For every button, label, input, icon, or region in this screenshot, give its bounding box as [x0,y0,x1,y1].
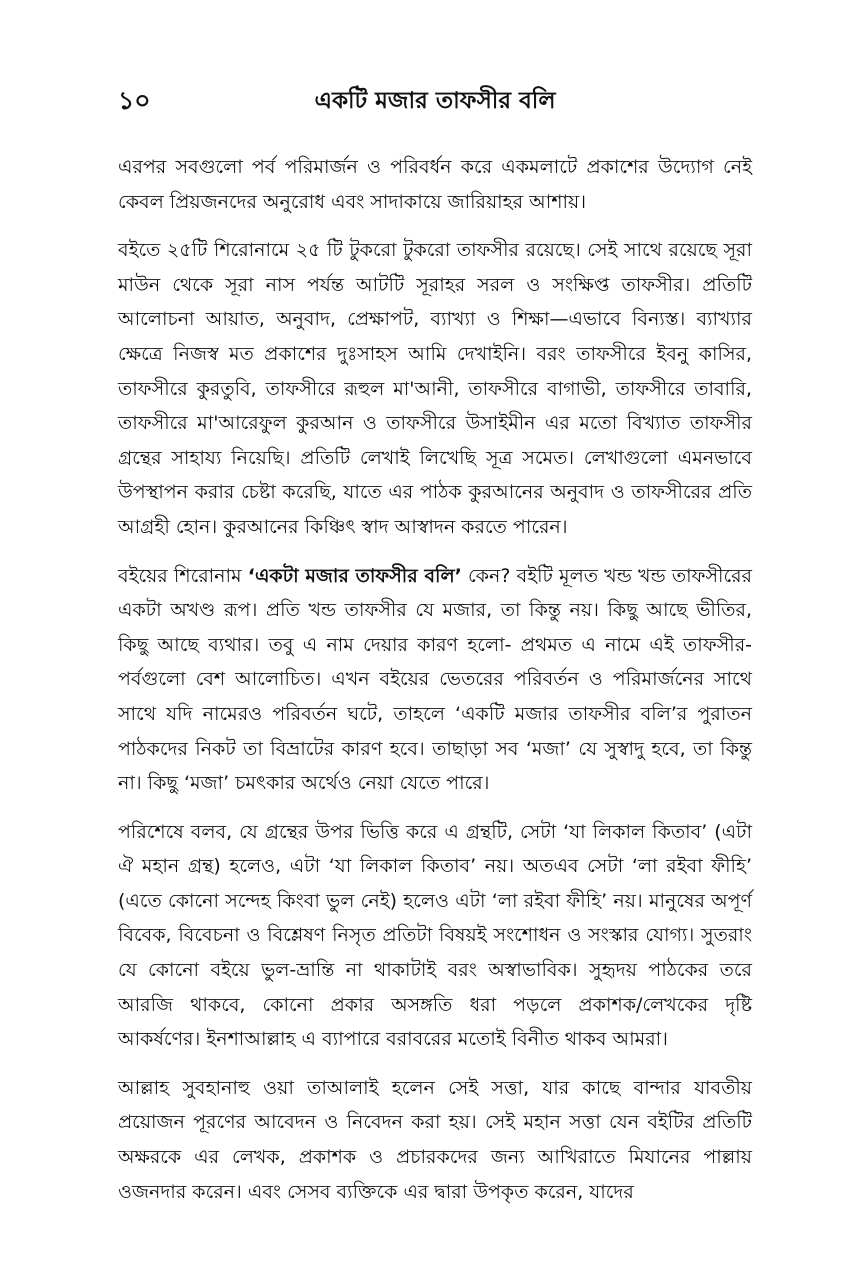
paragraph-3-lead: বইয়ের শিরোনাম [118,564,248,587]
paragraph-2: বইতে ২৫টি শিরোনামে ২৫ টি টুকরো টুকরো তাফসীর রয়েছে। সেই সাথে রয়েছে সূরা মাউন থেকে সূরা নাস পর্যন্ত আটটি সূরাহর সরল ও সংক্ষিপ্ত তাফসীর। প্রতিটি আলোচনা আয়াত, অনুবাদ, প্রেক্ষাপট, ব্যাখ্যা ও শিক্ষা—এভাবে বিন্যস্ত। ব্যাখ্যার ক্ষেত্রে নিজস্ব মত প্রকাশের দুঃসাহস আমি দেখাইনি। বরং তাফসীরে ইবনু কাসির, তাফসীরে কুরতুবি, তাফসীরে রূহুল মা'আনী, তাফসীরে বাগাভী, তাফসীরে তাবারি, তাফসীরে মা'আরেফুল কুরআন ও তাফসীরে উসাইমীন এর মতো বিখ্যাত তাফসীর গ্রন্থের সাহায্য নিয়েছি। প্রতিটি লেখাই লিখেছি সূত্র সমেত। লেখাগুলো এমনভাবে উপস্থাপন করার চেষ্টা করেছি, যাতে এর পাঠক কুরআনের অনুবাদ ও তাফসীরের প্রতি আগ্রহী হোন। কুরআনের কিঞ্চিৎ স্বাদ আস্বাদন করতে পারেন। [118,239,752,538]
book-title-emphasis: ‘একটা মজার তাফসীর বলি’ [247,564,462,587]
body-text [118,150,752,1209]
page-number: ১০ [118,86,151,115]
page-header [118,84,752,124]
paragraph-1: এরপর সবগুলো পর্ব পরিমার্জন ও পরিবর্ধন করে একমলাটে প্রকাশের উদ্যোগ নেই কেবল প্রিয়জনদের অনুরোধ এবং সাদাকায়ে জারিয়াহর আশায়। [118,156,752,213]
running-title: একটি মজার তাফসীর বলি [314,88,556,114]
paragraph-3-rest: কেন? বইটি মূলত খন্ড খন্ড তাফসীরের একটা অখণ্ড রূপ। প্রতি খন্ড তাফসীর যে মজার, তা কিন্তু নয়। কিছু আছে ভীতির, কিছু আছে ব্যথার। তবু এ নাম দেয়ার কারণ হলো- প্রথমত এ নামে এই তাফসীর-পর্বগুলো বেশ আলোচিত। এখন বইয়ের ভেতরের পরিবর্তন ও পরিমার্জনের সাথে সাথে যদি নামেরও পরিবর্তন ঘটে, তাহলে ‘একটি মজার তাফসীর বলি’র পুরাতন পাঠকদের নিকট তা বিভ্রাটের কারণ হবে। তাছাড়া সব ‘মজা’ যে সুস্বাদু হবে, তা কিন্তু না। কিছু ‘মজা’ চমৎকার অর্থেও নেয়া যেতে পারে। [118,564,753,795]
paragraph-4: পরিশেষে বলব, যে গ্রন্থের উপর ভিত্তি করে এ গ্রন্থটি, সেটা ‘যা লিকাল কিতাব’ (এটা ঐ মহান গ্রন্থ) হলেও, এটা ‘যা লিকাল কিতাব’ নয়। অতএব সেটা ‘লা রইবা ফীহি’ (এতে কোনো সন্দেহ কিংবা ভুল নেই) হলেও এটা ‘লা রইবা ফীহি’ নয়। মানুষের অপূর্ণ বিবেক, বিবেচনা ও বিশ্লেষণ নিসৃত প্রতিটা বিষয়ই সংশোধন ও সংস্কার যোগ্য। সুতরাং যে কোনো বইয়ে ভুল-ভ্রান্তি না থাকাটাই বরং অস্বাভাবিক। সুহৃদয় পাঠকের তরে আরজি থাকবে, কোনো প্রকার অসঙ্গতি ধরা পড়লে প্রকাশক/লেখকের দৃষ্টি আকর্ষণের। ইনশাআল্লাহ এ ব্যাপারে বরাবরের মতোই বিনীত থাকব আমরা। [118,820,752,1051]
paragraph-3 [118,559,752,801]
paragraph-5: আল্লাহ সুবহানাহু ওয়া তাআলাই হলেন সেই সত্তা, যার কাছে বান্দার যাবতীয় প্রয়োজন পূরণের আবেদন ও নিবেদন করা হয়। সেই মহান সত্তা যেন বইটির প্রতিটি অক্ষরকে এর লেখক, প্রকাশক ও প্রচারকদের জন্য আখিরাতে মিযানের পাল্লায় ওজনদার করেন। এবং সেসব ব্যক্তিকে এর দ্বারা উপকৃত করেন, যাদের [118,1076,752,1203]
